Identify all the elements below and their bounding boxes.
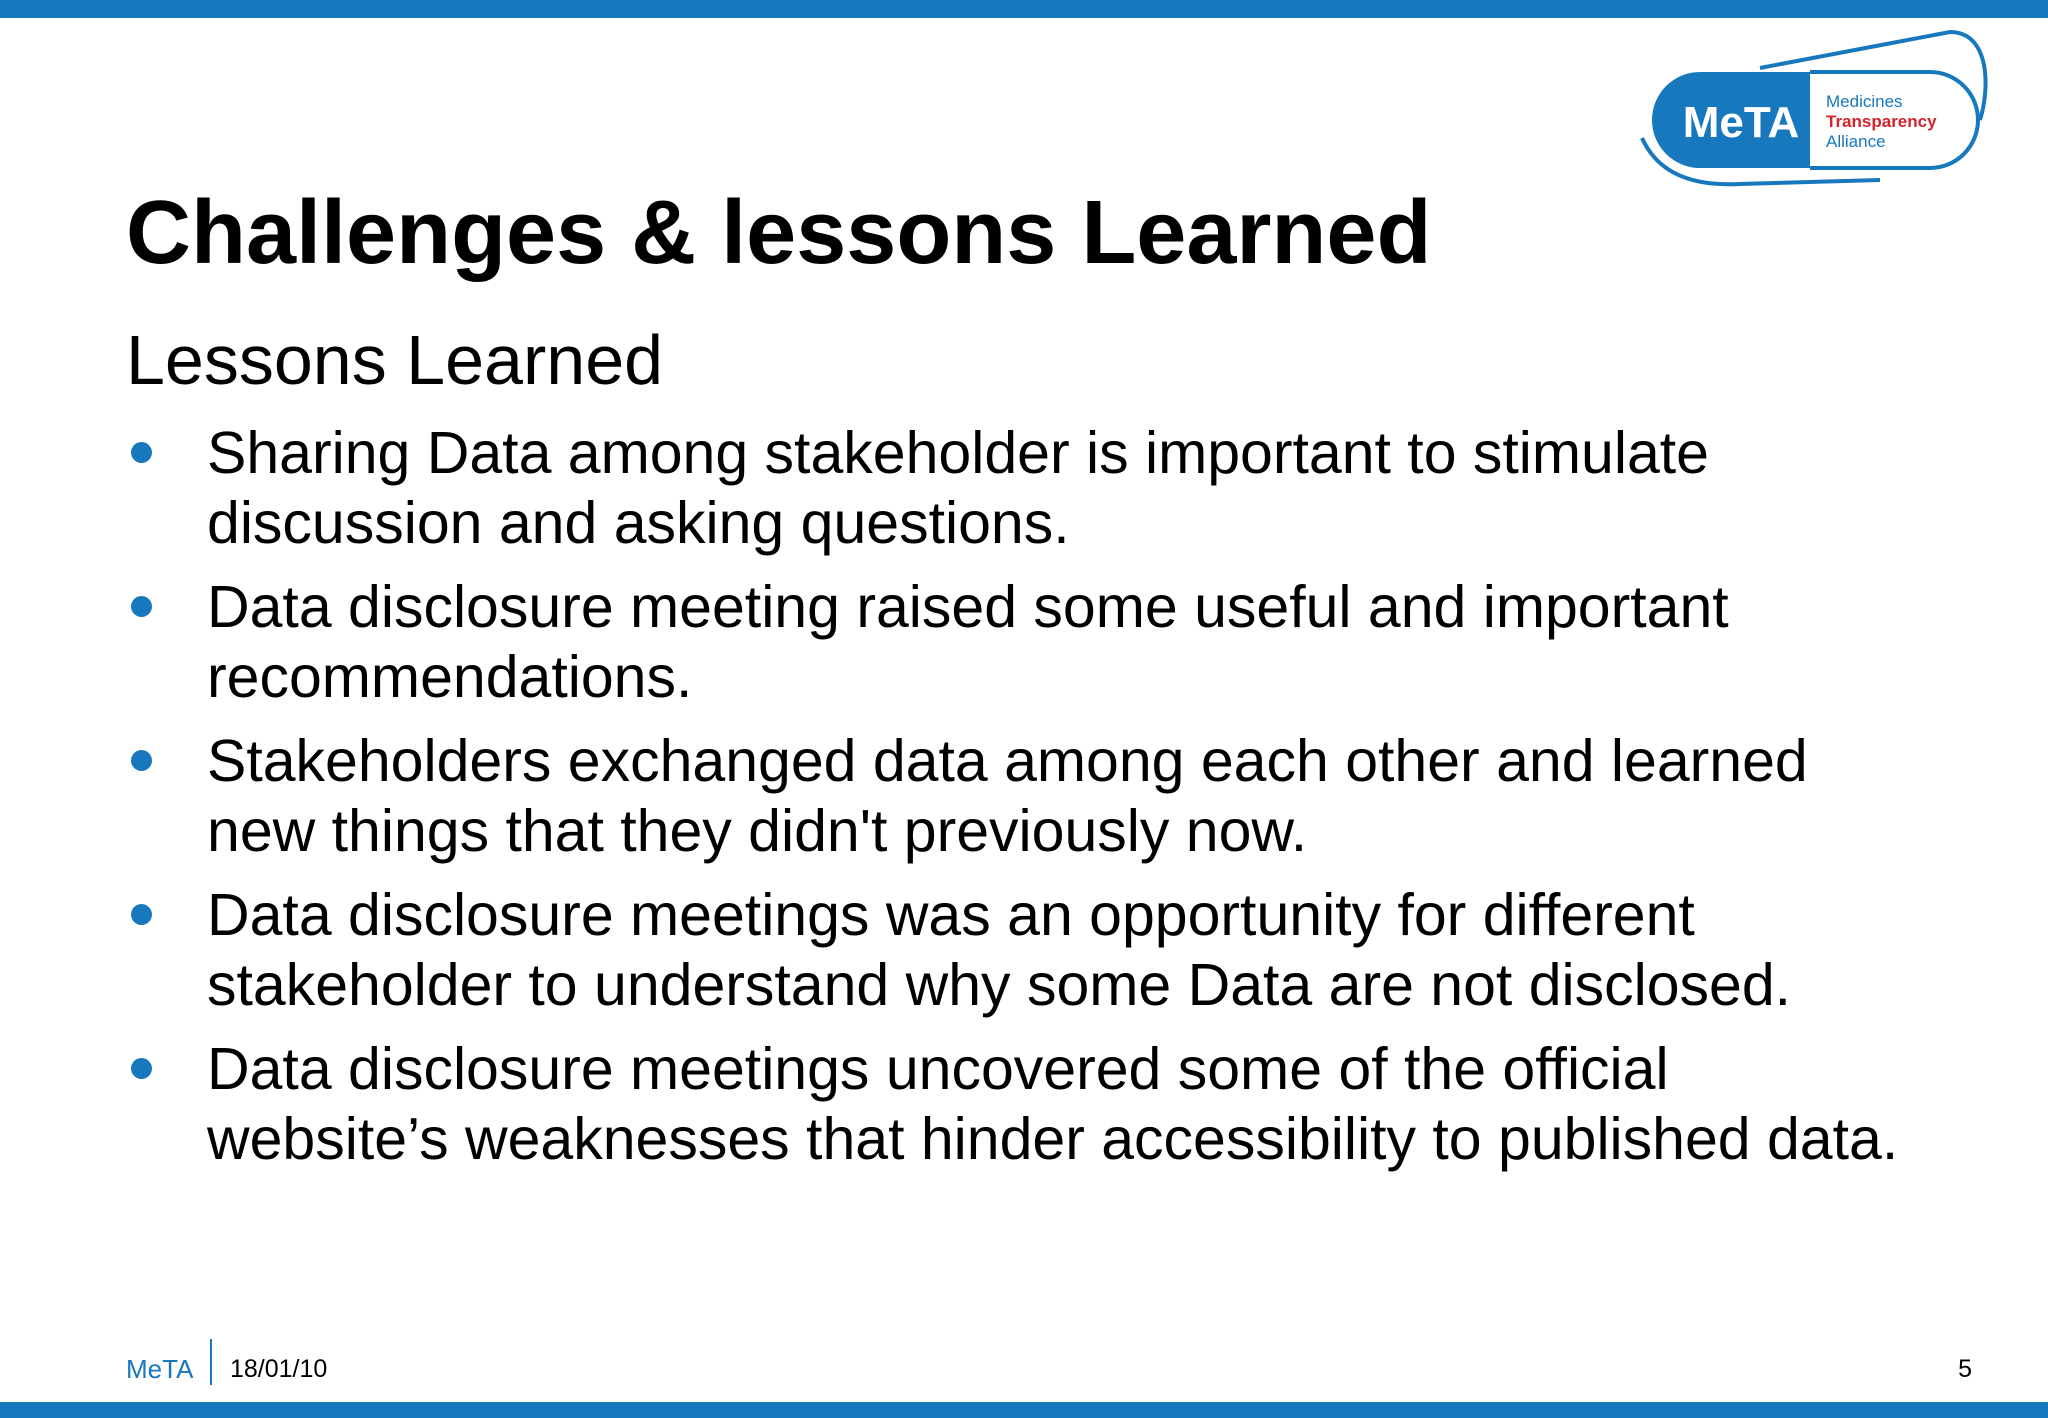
logo-line-medicines: Medicines [1826,92,1903,111]
bullet-dot-icon [131,904,152,925]
bullet-item [126,880,1926,1020]
logo-line-transparency: Transparency [1826,112,1937,131]
bullet-text: Data disclosure meeting raised some useful and important recommendations. [207,574,1729,710]
bullet-dot-icon [131,442,152,463]
page-number: 5 [1958,1355,1972,1383]
bullet-text: Data disclosure meetings uncovered some of the official website’s weaknesses that hinder accessibility to published data. [207,1036,1899,1172]
bullet-text: Data disclosure meetings was an opportunity for different stakeholder to understand why some Data are not disclosed. [207,882,1792,1018]
footer-brand: MeTA [126,1354,194,1384]
footer-date: 18/01/10 [230,1355,328,1383]
bullet-text: Stakeholders exchanged data among each other and learned new things that they didn't previously now. [207,728,1808,864]
footer-divider [210,1339,212,1385]
slide-title: Challenges & lessons Learned [126,183,1432,283]
bullet-dot-icon [131,596,152,617]
bullet-item [126,418,1926,558]
bullet-item [126,726,1926,866]
logo-line-alliance: Alliance [1826,132,1886,151]
slide-subtitle: Lessons Learned [126,321,664,399]
bullet-dot-icon [131,1058,152,1079]
bullet-text: Sharing Data among stakeholder is important to stimulate discussion and asking questions. [207,420,1709,556]
bullet-list [126,418,1926,1188]
bottom-accent-bar [0,1402,2048,1418]
meta-logo [1630,28,1990,192]
bullet-item [126,572,1926,712]
bullet-dot-icon [131,750,152,771]
bullet-item [126,1034,1926,1174]
top-accent-bar [0,0,2048,18]
logo-abbr: MeTA [1682,98,1800,147]
